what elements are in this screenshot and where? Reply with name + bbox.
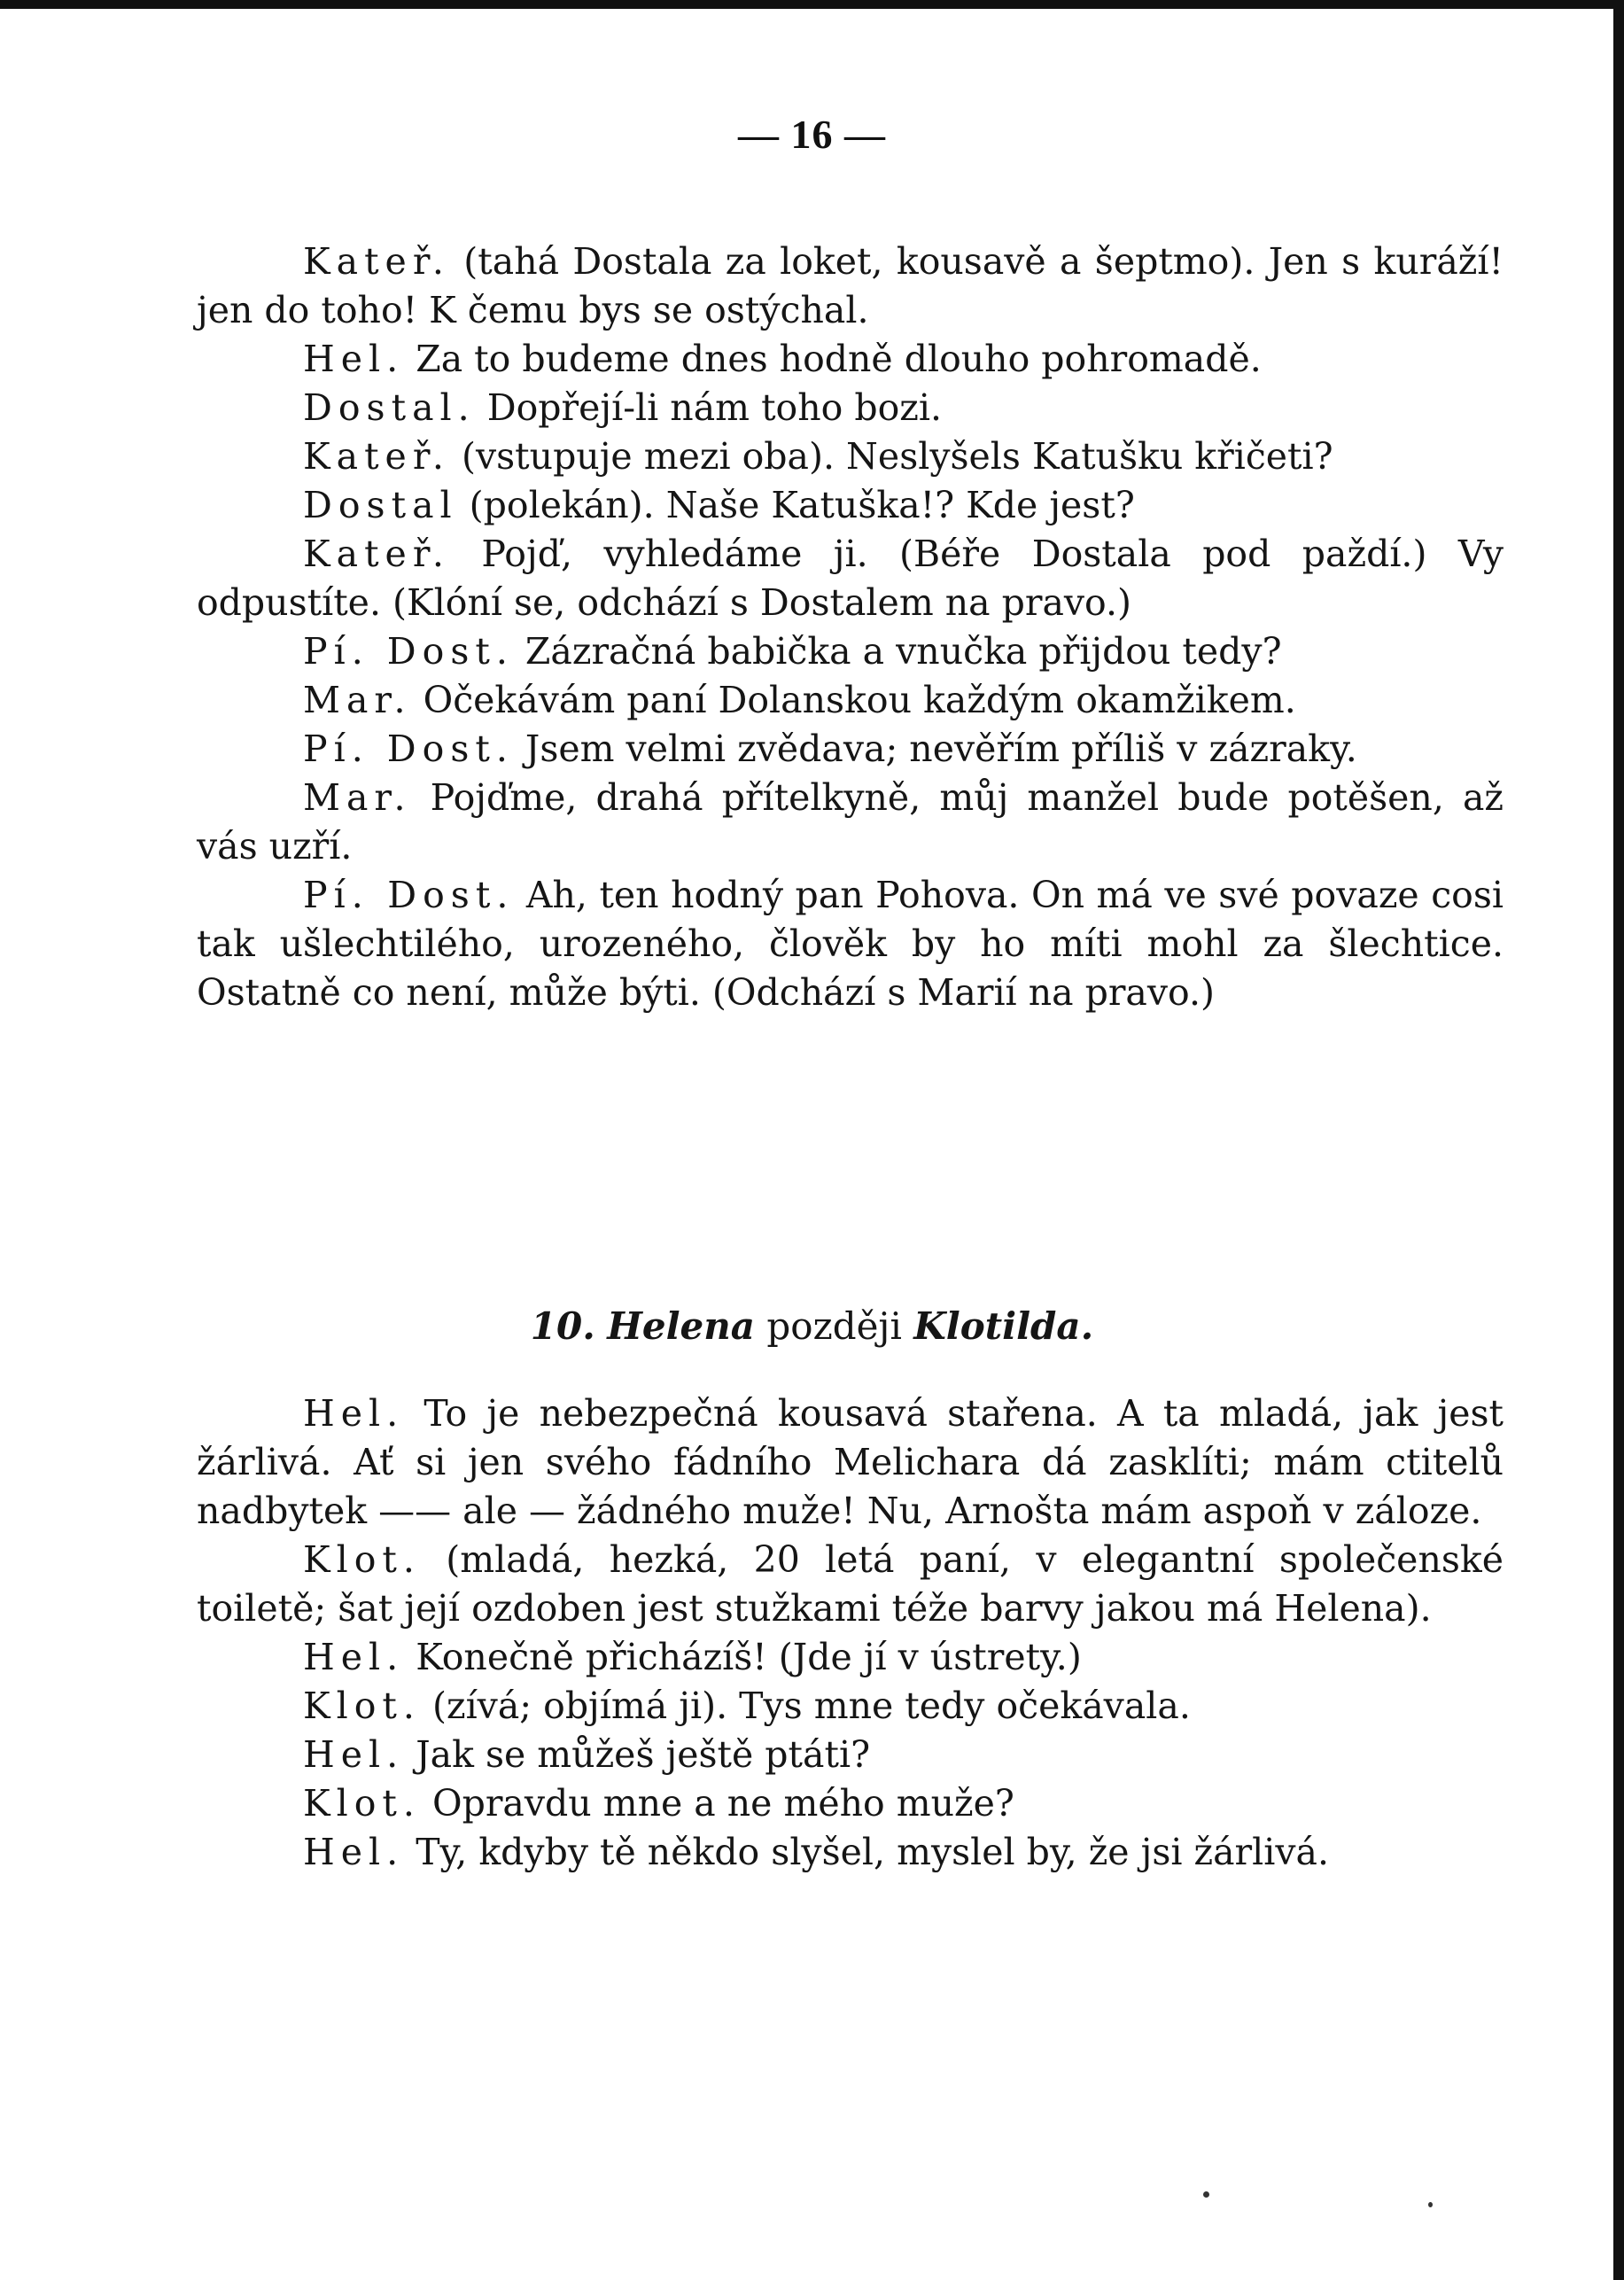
- ink-speck: [1203, 2191, 1209, 2198]
- speaker-name: Hel.: [303, 1831, 405, 1873]
- dialogue-paragraph: [197, 1389, 1504, 1536]
- dialogue-section-before: [197, 237, 1504, 1017]
- speaker-name: Hel.: [303, 1392, 405, 1435]
- speaker-name: Klot.: [303, 1538, 421, 1581]
- dialogue-paragraph: [197, 1731, 1504, 1779]
- dialogue-text: (vstupuje mezi oba). Neslyšels Katušku křičeti?: [449, 435, 1333, 478]
- speaker-name: Hel.: [303, 338, 405, 380]
- dialogue-text: (zívá; objímá ji). Tys mne tedy očekávala.: [420, 1685, 1191, 1727]
- scene-number: 10.: [530, 1304, 595, 1348]
- dialogue-paragraph: [197, 1828, 1504, 1877]
- speaker-name: Dostal.: [303, 386, 476, 429]
- speaker-name: Dostal: [303, 484, 458, 526]
- dialogue-paragraph: [197, 627, 1504, 676]
- speaker-name: Kateř.: [303, 435, 450, 478]
- scene-character-2: Klotilda.: [913, 1304, 1094, 1348]
- dialogue-text: To je nebezpečná kousavá stařena. A ta mladá, jak jest žárlivá. Ať si jen svého fádního Melichara dá zasklíti; mám ctitelů nadbytek —— ale — žádného muže! Nu, Arnošta mám aspoň v záloze.: [197, 1392, 1504, 1532]
- dialogue-text: Ah, ten hodný pan Pohova. On má ve své povaze cosi tak ušlechtilého, urozeného, člověk by ho míti mohl za šlechtice. Ostatně co není, může býti. (Odchází s Marií na pravo.): [197, 874, 1504, 1014]
- dialogue-paragraph: [197, 1682, 1504, 1731]
- dialogue-text: Pojď, vyhledáme ji. (Béře Dostala pod paždí.) Vy odpustíte. (Klóní se, odchází s Dostalem na pravo.): [197, 533, 1504, 624]
- speaker-name: Pí. Dost.: [303, 874, 515, 916]
- dialogue-text: Opravdu mne a ne mého muže?: [420, 1782, 1014, 1825]
- dialogue-text: Dopřejí-li nám toho bozi.: [475, 386, 943, 429]
- dialogue-text: Pojďme, drahá přítelkyně, můj manžel bude potěšen, až vás uzří.: [197, 776, 1504, 868]
- dialogue-text: (polekán). Naše Katuška!? Kde jest?: [457, 484, 1135, 526]
- speaker-name: Kateř.: [303, 240, 450, 283]
- dialogue-text: Za to budeme dnes hodně dlouho pohromadě.: [404, 338, 1262, 380]
- page-number: — 16 —: [738, 112, 886, 157]
- speaker-name: Pí. Dost.: [303, 728, 514, 770]
- dialogue-paragraph: [197, 1536, 1504, 1633]
- scene-connector: později: [766, 1304, 902, 1348]
- dialogue-paragraph: [197, 530, 1504, 627]
- speaker-name: Klot.: [303, 1685, 421, 1727]
- scene-heading: [0, 1304, 1624, 1348]
- dialogue-text: Ty, kdyby tě někdo slyšel, myslel by, že jsi žárlivá.: [404, 1831, 1330, 1873]
- dialogue-text: Konečně přicházíš! (Jde jí v ústrety.): [404, 1636, 1082, 1678]
- scene-character-1: Helena: [607, 1304, 756, 1348]
- speaker-name: Kateř.: [303, 533, 450, 575]
- dialogue-paragraph: [197, 725, 1504, 774]
- speaker-name: Pí. Dost.: [303, 630, 514, 673]
- speaker-name: Hel.: [303, 1733, 405, 1776]
- dialogue-paragraph: [197, 335, 1504, 384]
- dialogue-paragraph: [197, 1779, 1504, 1828]
- dialogue-paragraph: [197, 676, 1504, 725]
- dialogue-text: Jak se můžeš ještě ptáti?: [404, 1733, 871, 1776]
- dialogue-paragraph: [197, 774, 1504, 871]
- dialogue-text: Očekávám paní Dolanskou každým okamžikem.: [411, 679, 1296, 721]
- dialogue-paragraph: [197, 1633, 1504, 1682]
- dialogue-paragraph: [197, 871, 1504, 1017]
- dialogue-paragraph: [197, 481, 1504, 530]
- dialogue-text: (mladá, hezká, 20 letá paní, v elegantní společenské toiletě; šat její ozdoben jest stužkami téže barvy jakou má Helena).: [197, 1538, 1504, 1630]
- dialogue-section-after: [197, 1389, 1504, 1877]
- ink-speck: [1428, 2202, 1433, 2207]
- dialogue-text: (tahá Dostala za loket, kousavě a šeptmo). Jen s kuráží! jen do toho! K čemu bys se ostýchal.: [197, 240, 1504, 331]
- dialogue-paragraph: [197, 384, 1504, 432]
- dialogue-paragraph: [197, 237, 1504, 335]
- speaker-name: Hel.: [303, 1636, 405, 1678]
- speaker-name: Mar.: [303, 679, 412, 721]
- speaker-name: Klot.: [303, 1782, 421, 1825]
- dialogue-paragraph: [197, 432, 1504, 481]
- speaker-name: Mar.: [303, 776, 412, 819]
- dialogue-text: Zázračná babička a vnučka přijdou tedy?: [513, 630, 1282, 673]
- dialogue-text: Jsem velmi zvědava; nevěřím příliš v zázraky.: [513, 728, 1357, 770]
